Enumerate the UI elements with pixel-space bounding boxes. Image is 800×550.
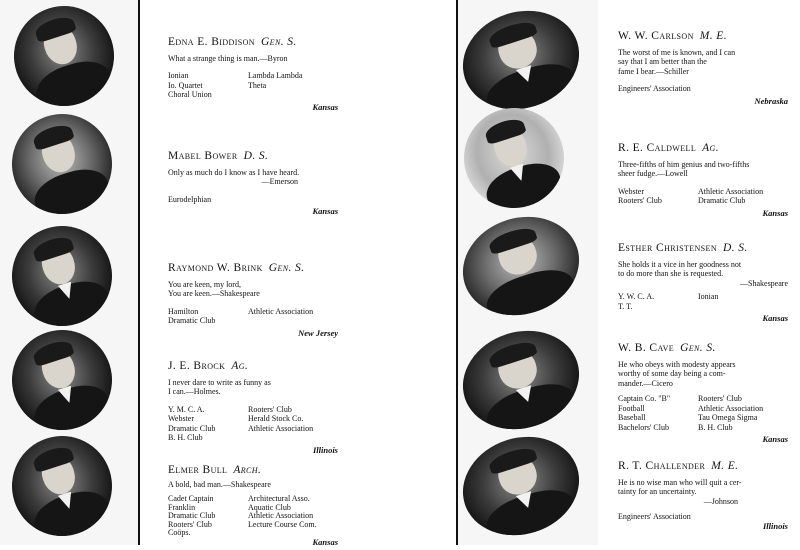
student-state: New Jersey (298, 327, 338, 338)
student-name: J. E. Brock Ag. (168, 360, 249, 372)
student-quote: He is no wise man who will quit a cer- tainty for an uncertainty. —Johnson (618, 477, 742, 506)
student-entry (618, 32, 788, 106)
student-state: Kansas (312, 206, 338, 216)
student-state: Kansas (312, 101, 338, 112)
student-name: Raymond W. Brink Gen. S. (168, 262, 305, 274)
student-state: Illinois (762, 520, 788, 531)
portrait-photo (0, 423, 125, 549)
portrait-photo (0, 101, 125, 227)
student-quote: Only as much do I know as I have heard. —Emerson (168, 167, 300, 186)
left-photo-strip (0, 0, 140, 545)
student-clubs: Cadet Captain Architectural Asso. Franklin Aquatic Club Dramatic Club Athletic Association Rooters' Club Lecture Course Com. Coöps. (168, 494, 317, 537)
student-entry (168, 38, 338, 112)
portrait-photo (0, 317, 125, 443)
student-quote: The worst of me is known, and I can say that I am better than the fame I bear.—Schiller (618, 47, 736, 76)
student-state: Nebraska (754, 95, 788, 106)
student-name: W. W. Carlson M. E. (618, 30, 727, 42)
student-clubs: Ionian Lambda Lambda Io. Quartet Theta Choral Union (168, 71, 303, 99)
right-photo-strip (458, 0, 598, 545)
student-name: Elmer Bull Arch. (168, 464, 262, 476)
student-quote: She holds it a vice in her goodness not to do more than she is requested. —Shakespeare (618, 259, 788, 288)
student-clubs: Y. M. C. A. Rooters' Club Webster Herald Stock Co. Dramatic Club Athletic Association B. H. Club (168, 404, 314, 442)
student-quote: Three-fifths of him genius and two-fifths sheer fudge.—Lowell (618, 159, 750, 178)
portrait-photo (1, 0, 127, 119)
portrait-photo (450, 316, 592, 444)
student-entry (618, 344, 788, 445)
student-quote: He who obeys with modesty appears worthy of some day being a com- mander.—Cicero (618, 359, 736, 388)
student-clubs: Engineers' Association (618, 84, 691, 93)
student-clubs: Hamilton Athletic Association Dramatic Club (168, 306, 314, 325)
student-clubs: Y. W. C. A. Ionian T. T. (618, 292, 719, 311)
right-page (450, 0, 800, 545)
portrait-photo (451, 95, 577, 221)
student-entry (168, 264, 338, 338)
portrait-photo (0, 213, 125, 339)
student-entry (618, 244, 788, 324)
left-page (0, 0, 400, 545)
student-clubs: Engineers' Association (618, 512, 691, 521)
student-quote: You are keen, my lord, You are keen.—Shakespeare (168, 279, 260, 298)
student-entry (168, 362, 338, 455)
student-state: Kansas (762, 207, 788, 218)
student-state: Kansas (762, 313, 788, 323)
student-name: Esther Christensen D. S. (618, 242, 748, 254)
student-name: Mabel Bower D. S. (168, 150, 269, 162)
student-name: Edna E. Biddison Gen. S. (168, 36, 297, 48)
student-entry (168, 466, 338, 547)
student-quote: I never dare to write as funny as I can.—Holmes. (168, 377, 271, 396)
strip-border (138, 0, 140, 545)
student-entry (168, 152, 338, 217)
student-name: R. T. Challender M. E. (618, 460, 739, 472)
student-state: Kansas (312, 536, 338, 547)
student-name: R. E. Caldwell Ag. (618, 142, 720, 154)
portrait-photo (450, 202, 592, 330)
student-clubs: Eurodelphian (168, 194, 212, 204)
page-gutter (400, 0, 450, 545)
student-clubs: Webster Athletic Association Rooters' Club Dramatic Club (618, 186, 764, 205)
portrait-photo (450, 0, 592, 124)
student-quote: What a strange thing is man.—Byron (168, 53, 288, 63)
student-state: Kansas (762, 434, 788, 444)
student-name: W. B. Cave Gen. S. (618, 342, 716, 354)
portrait-photo (450, 422, 592, 550)
student-entry (618, 462, 788, 531)
student-quote: A bold, bad man.—Shakespeare (168, 479, 271, 489)
student-state: Illinois (312, 444, 338, 455)
student-entry (618, 144, 788, 218)
student-clubs: Captain Co. "B" Rooters' Club Football Athletic Association Baseball Tau Omega Sigma Bachelors' Club B. H. Club (618, 394, 764, 432)
